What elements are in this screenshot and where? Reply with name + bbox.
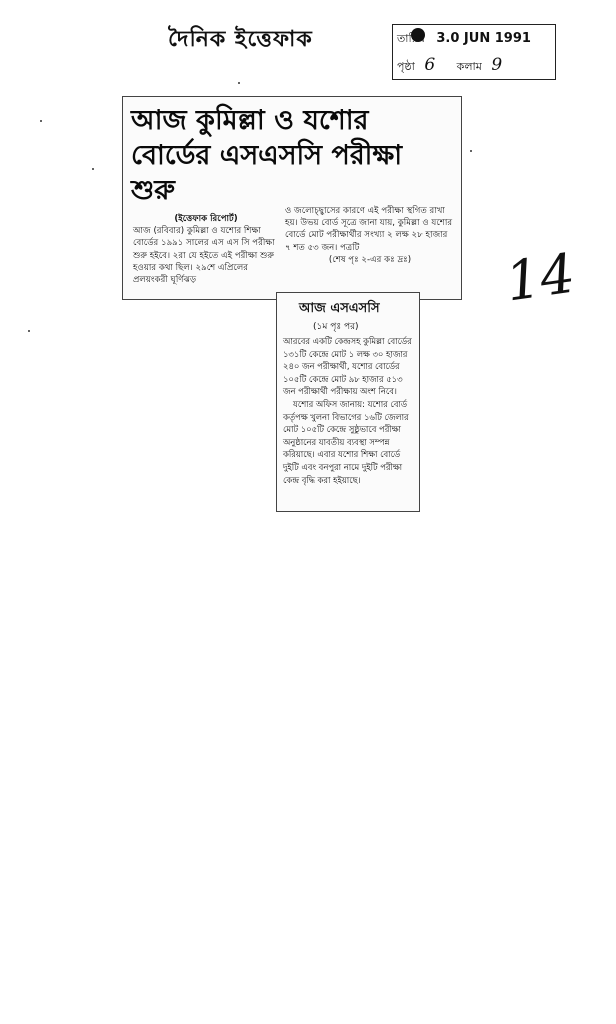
article-column-2	[285, 205, 455, 266]
paper-speck	[92, 168, 94, 170]
continuation-title: আজ এসএসসি	[299, 301, 380, 316]
article-column-1-text: আজ (রবিবার) কুমিল্লা ও যশোর শিক্ষা বোর্ডের ১৯৯১ সালের এস এস সি পরীক্ষা শুরু হইবে। ২রা যে হইতে এই পরীক্ষা শুরু হওয়ার কথা ছিল। ২৯শে এপ্রিলের প্রলয়ংকরী ঘূর্ণিঝড়	[133, 226, 275, 286]
article-column-1	[133, 213, 279, 286]
continuation-paragraph-1: আরবের একটি কেন্দ্রসহ কুমিল্লা বোর্ডের ১৩১টি কেন্দ্রে মোট ১ লক্ষ ৩০ হাজার ২৪০ জন পরীক্ষার্থী, যশোর বোর্ডের ১০৫টি কেন্দ্রে মোট ৯৮ হাজার ৫১৩ জন পরীক্ষার্থী পরীক্ষায় অংশ নিবে।	[283, 336, 412, 397]
article-column-2-text: ও জলোচ্ছ্বাসের কারণে এই পরীক্ষা স্থগিত রাখা হয়। উভয় বোর্ড সূত্রে জানা যায়, কুমিল্লা ও যশোর বোর্ডে মোট পরীক্ষার্থীর সংখ্যা ২ লক্ষ ২৮ হাজার ৭ শত ৫৩ জন। পত্রটি	[285, 206, 453, 253]
news-clipping-continuation	[276, 292, 420, 512]
news-clipping-main	[122, 96, 462, 300]
paper-speck	[40, 120, 42, 122]
stamp-page-label: পৃষ্ঠা	[397, 60, 415, 73]
article-headline: আজ কুমিল্লা ও যশোর বোর্ডের এসএসসি পরীক্ষা শুরু	[131, 105, 403, 206]
paper-speck	[28, 330, 30, 332]
stamp-date-value: 3.0 JUN 1991	[436, 31, 531, 46]
stamp-column-label: কলাম	[456, 60, 482, 73]
paper-speck	[238, 82, 240, 84]
handwritten-margin-number: 14	[501, 241, 579, 314]
continuation-paragraph-2: যশোর অফিস জানায়: যশোর বোর্ড কর্তৃপক্ষ খুলনা বিভাগের ১৬টি জেলার মোট ১০৫টি কেন্দ্রে সুষ্ঠুভাবে পরীক্ষা অনুষ্ঠানের যাবতীয় ব্যবস্থা সম্পন্ন করিয়াছে। এবার যশোর শিক্ষা বোর্ডে দুইটি এবং বনপুরা নামে দুইটি পরীক্ষা কেন্দ্র বৃদ্ধি করা হইয়াছে।	[283, 398, 409, 485]
filing-stamp	[392, 24, 556, 80]
newspaper-masthead: দৈনিক ইত্তেফাক	[168, 27, 313, 52]
article-byline: (ইত্তেফাক রিপোর্ট)	[174, 214, 238, 224]
stamp-column-value: 9	[491, 55, 503, 75]
article-continued-note: (শেষ পৃঃ ২-এর কঃ দ্রঃ)	[328, 254, 412, 265]
stamp-date-label: তারিখ	[397, 32, 425, 45]
continuation-body	[283, 335, 415, 486]
paper-speck	[470, 150, 472, 152]
stamp-page-value: 6	[424, 55, 436, 75]
continuation-subtitle: (১ম পৃঃ পর)	[313, 322, 359, 332]
